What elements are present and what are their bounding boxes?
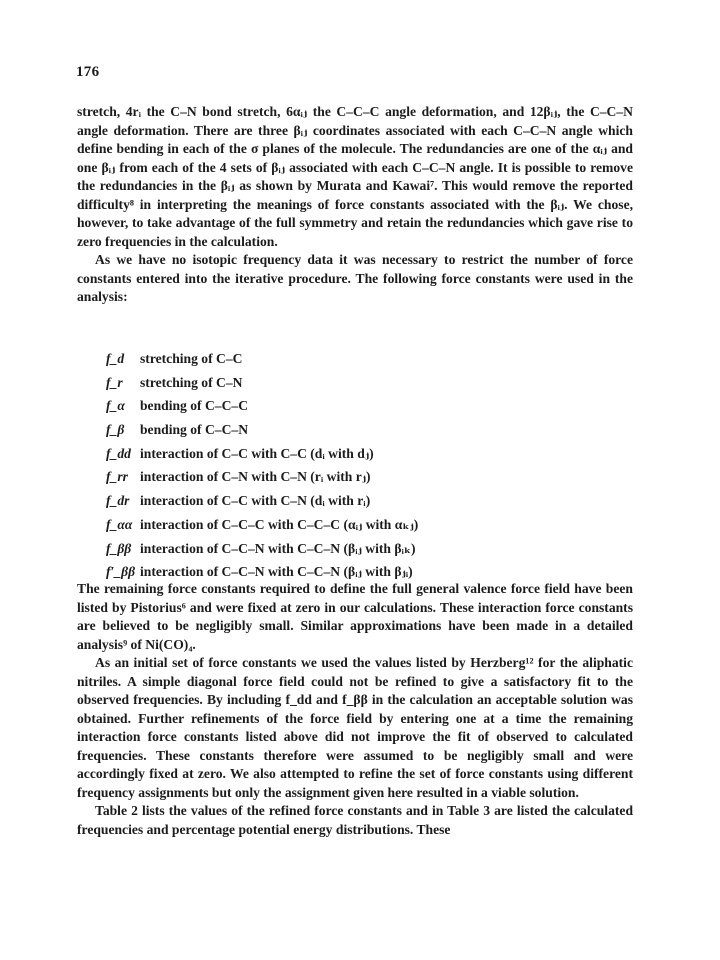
force-constant-description: interaction of C–C with C–N (dᵢ with rᵢ) (140, 493, 371, 509)
force-constant-symbol: f_rr (106, 469, 128, 485)
force-constant-item (106, 347, 606, 371)
paragraph: As an initial set of force constants we used the values listed by Herzberg¹² for the aliphatic nitriles. A simple diagonal force field could not be refined to give a satisfactory fit to the observed frequencies. By including f_dd and f_ββ in the calculation an acceptable solution was obtained. Further refinements of the force field by entering one at a time the remaining interaction force constants listed above did not improve the fit of observed to calculated frequencies. These constants therefore were assumed to be negligibly small and were accordingly fixed at zero. We also attempted to refine the set of force constants using different frequency assignments but only the assignment given here resulted in a viable solution. (77, 655, 633, 800)
paragraph: Table 2 lists the values of the refined force constants and in Table 3 are listed the calculated frequencies and percentage potential energy distributions. These (77, 803, 633, 837)
force-constant-symbol: f′_ββ (106, 564, 136, 580)
force-constant-symbol: f_ββ (106, 540, 132, 556)
force-constant-description: interaction of C–N with C–N (rᵢ with rⱼ) (140, 469, 371, 485)
force-constant-item (106, 489, 606, 513)
force-constant-list (106, 347, 606, 584)
force-constant-item (106, 371, 606, 395)
force-constant-symbol: f_β (106, 422, 125, 438)
paragraph: The remaining force constants required to define the full general valence force field have been listed by Pistorius⁶ and were fixed at zero in our calculations. These interaction force constants are believed to be negligibly small. Similar approximations have been made in a detailed analysis⁹ of Ni(CO)₄. (77, 581, 633, 652)
force-constant-item (106, 394, 606, 418)
force-constant-description: bending of C–C–C (140, 398, 249, 414)
force-constant-description: interaction of C–C–N with C–C–N (βᵢⱼ with βᵢₖ) (140, 540, 416, 556)
force-constant-item (106, 418, 606, 442)
paragraph: As we have no isotopic frequency data it was necessary to restrict the number of force constants entered into the iterative procedure. The following force constants were used in the analysis: (77, 252, 633, 304)
force-constant-symbol: f_α (106, 398, 125, 414)
force-constant-description: stretching of C–C (140, 351, 243, 366)
force-constant-description: stretching of C–N (140, 374, 243, 390)
force-constant-description: interaction of C–C with C–C (dᵢ with dⱼ) (140, 445, 374, 461)
force-constant-item (106, 442, 606, 466)
force-constant-description: interaction of C–C–N with C–C–N (βᵢⱼ with βⱼᵢ) (140, 564, 413, 580)
page-number: 176 (76, 64, 100, 80)
force-constant-item (106, 513, 606, 537)
force-constant-symbol: f_r (106, 374, 123, 390)
force-constant-description: interaction of C–C–C with C–C–C (αᵢⱼ with αₖⱼ) (140, 516, 419, 532)
force-constant-symbol: f_dr (106, 493, 130, 509)
force-constant-symbol: f_αα (106, 516, 133, 532)
force-constant-description: bending of C–C–N (140, 422, 249, 438)
body-text-bottom (77, 580, 633, 839)
force-constant-item (106, 537, 606, 561)
force-constant-symbol: f_d (106, 351, 125, 366)
force-constant-item (106, 465, 606, 489)
force-constant-symbol: f_dd (106, 445, 131, 461)
body-text-top (77, 103, 633, 307)
paragraph: stretch, 4rᵢ the C–N bond stretch, 6αᵢⱼ the C–C–C angle deformation, and 12βᵢⱼ, the C–C–N angle deformation. There are three βᵢⱼ coordinates associated with each C–C–N angle which define bending in each of the σ planes of the molecule. The redundancies are one of the αᵢⱼ and one βᵢⱼ from each of the 4 sets of βᵢⱼ associated with each C–C–N angle. It is possible to remove the redundancies in the βᵢⱼ as shown by Murata and Kawai⁷. This would remove the reported difficulty⁸ in interpreting the meanings of force constants associated with the βᵢⱼ. We chose, however, to take advantage of the full symmetry and retain the redundancies which gave rise to zero frequencies in the calculation. (77, 104, 633, 249)
